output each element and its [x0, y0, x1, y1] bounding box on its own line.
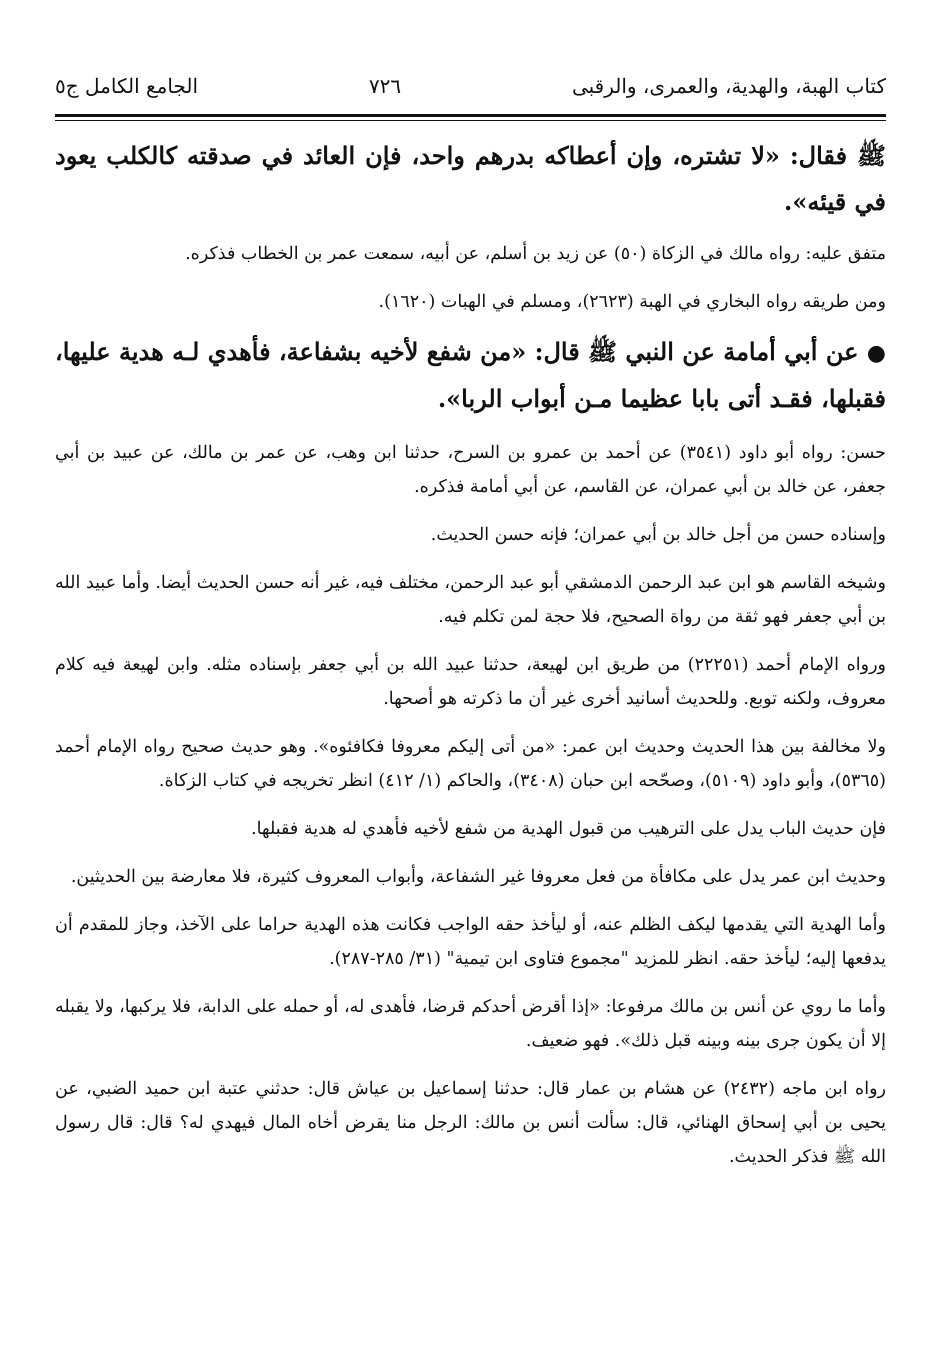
commentary-paragraph: رواه ابن ماجه (٢٤٣٢) عن هشام بن عمار قال: حدثنا إسماعيل بن عياش قال: حدثني عتبة ابن حميد الضبي، عن يحيى بن أبي إسحاق الهنائي، قال: سألت أنس بن مالك: الرجل منا يقرض أخاه المال فيهدي له؟ قال: قال رسول الله ﷺ فذكر الحديث. [55, 1079, 886, 1167]
page-number: ٧٢٦ [368, 74, 402, 98]
header-rule-thin [55, 120, 886, 121]
hadith-text-body: عن أبي أمامة عن النبي ﷺ قال: «من شفع لأخيه بشفاعة، فأهدي لـه هدية عليها، فقبلها، فقـد أتى بابا عظيما مـن أبواب الربا». [55, 337, 886, 413]
chapter-title: كتاب الهبة، والهدية، والعمرى، والرقبى [571, 74, 886, 98]
page-header [55, 70, 886, 108]
takhrij-paragraph: ومن طريقه رواه البخاري في الهبة (٢٦٢٣)، ومسلم في الهبات (١٦٢٠). [378, 292, 886, 312]
commentary-paragraph: وحديث ابن عمر يدل على مكافأة من فعل معروفا غير الشفاعة، وأبواب المعروف كثيرة، فلا معارضة بين الحديثين. [70, 867, 886, 887]
commentary-paragraph: فإن حديث الباب يدل على الترهيب من قبول الهدية من شفع لأخيه فأهدي له هدية فقبلها. [251, 819, 886, 839]
page [55, 70, 886, 1372]
bullet-icon: ● [866, 340, 886, 366]
commentary-paragraph: وأما الهدية التي يقدمها ليكف الظلم عنه، أو ليأخذ حقه الواجب فكانت هذه الهدية حراما على الآخذ، وجاز للمقدم أن يدفعها إليه؛ ليأخذ حقه. انظر للمزيد "مجموع فتاوى ابن تيمية" (٣١/ ٢٨٥-٢٨٧). [55, 915, 886, 969]
hadith-text-continued: ﷺ فقال: «لا تشتره، وإن أعطاكه بدرهم واحد، فإن العائد في صدقته كالكلب يعود في قيئه». [55, 141, 886, 216]
commentary-paragraph: وشيخه القاسم هو ابن عبد الرحمن الدمشقي أبو عبد الرحمن، مختلف فيه، غير أنه حسن الحديث أيضا. وأما عبيد الله بن أبي جعفر فهو ثقة من رواة الصحيح، فلا حجة لمن تكلم فيه. [55, 573, 886, 627]
takhrij-paragraph: متفق عليه: رواه مالك في الزكاة (٥٠) عن زيد بن أسلم، عن أبيه، سمعت عمر بن الخطاب فذكره. [185, 244, 886, 264]
commentary-paragraph: ولا مخالفة بين هذا الحديث وحديث ابن عمر: «من أتى إليكم معروفا فكافئوه». وهو حديث صحيح رواه الإمام أحمد (٥٣٦٥)، وأبو داود (٥١٠٩)، وصحّحه ابن حبان (٣٤٠٨)، والحاكم (١/ ٤١٢) انظر تخريجه في كتاب الزكاة. [55, 737, 886, 791]
hadith-text [55, 329, 886, 422]
takhrij-paragraph: حسن: رواه أبو داود (٣٥٤١) عن أحمد بن عمرو بن السرح، حدثنا ابن وهب، عن عمر بن مالك، عن عبيد بن أبي جعفر، عن خالد بن أبي عمران، عن القاسم، عن أبي أمامة فذكره. [55, 443, 886, 497]
commentary-paragraph: وإسناده حسن من أجل خالد بن أبي عمران؛ فإنه حسن الحديث. [430, 525, 886, 545]
header-rule-thick [55, 114, 886, 117]
commentary-paragraph: وأما ما روي عن أنس بن مالك مرفوعا: «إذا أقرض أحدكم قرضا، فأهدى له، أو حمله على الدابة، فلا يركبها، ولا يقبله إلا أن يكون جرى بينه وبينه قبل ذلك». فهو ضعيف. [55, 997, 886, 1051]
commentary-paragraph: ورواه الإمام أحمد (٢٢٢٥١) من طريق ابن لهيعة، حدثنا عبيد الله بن أبي جعفر بإسناده مثله. وابن لهيعة فيه كلام معروف، ولكنه توبع. وللحديث أسانيد أخرى غير أن ما ذكرته هو أصحها. [55, 655, 887, 709]
book-title: الجامع الكامل ج٥ [55, 74, 199, 98]
